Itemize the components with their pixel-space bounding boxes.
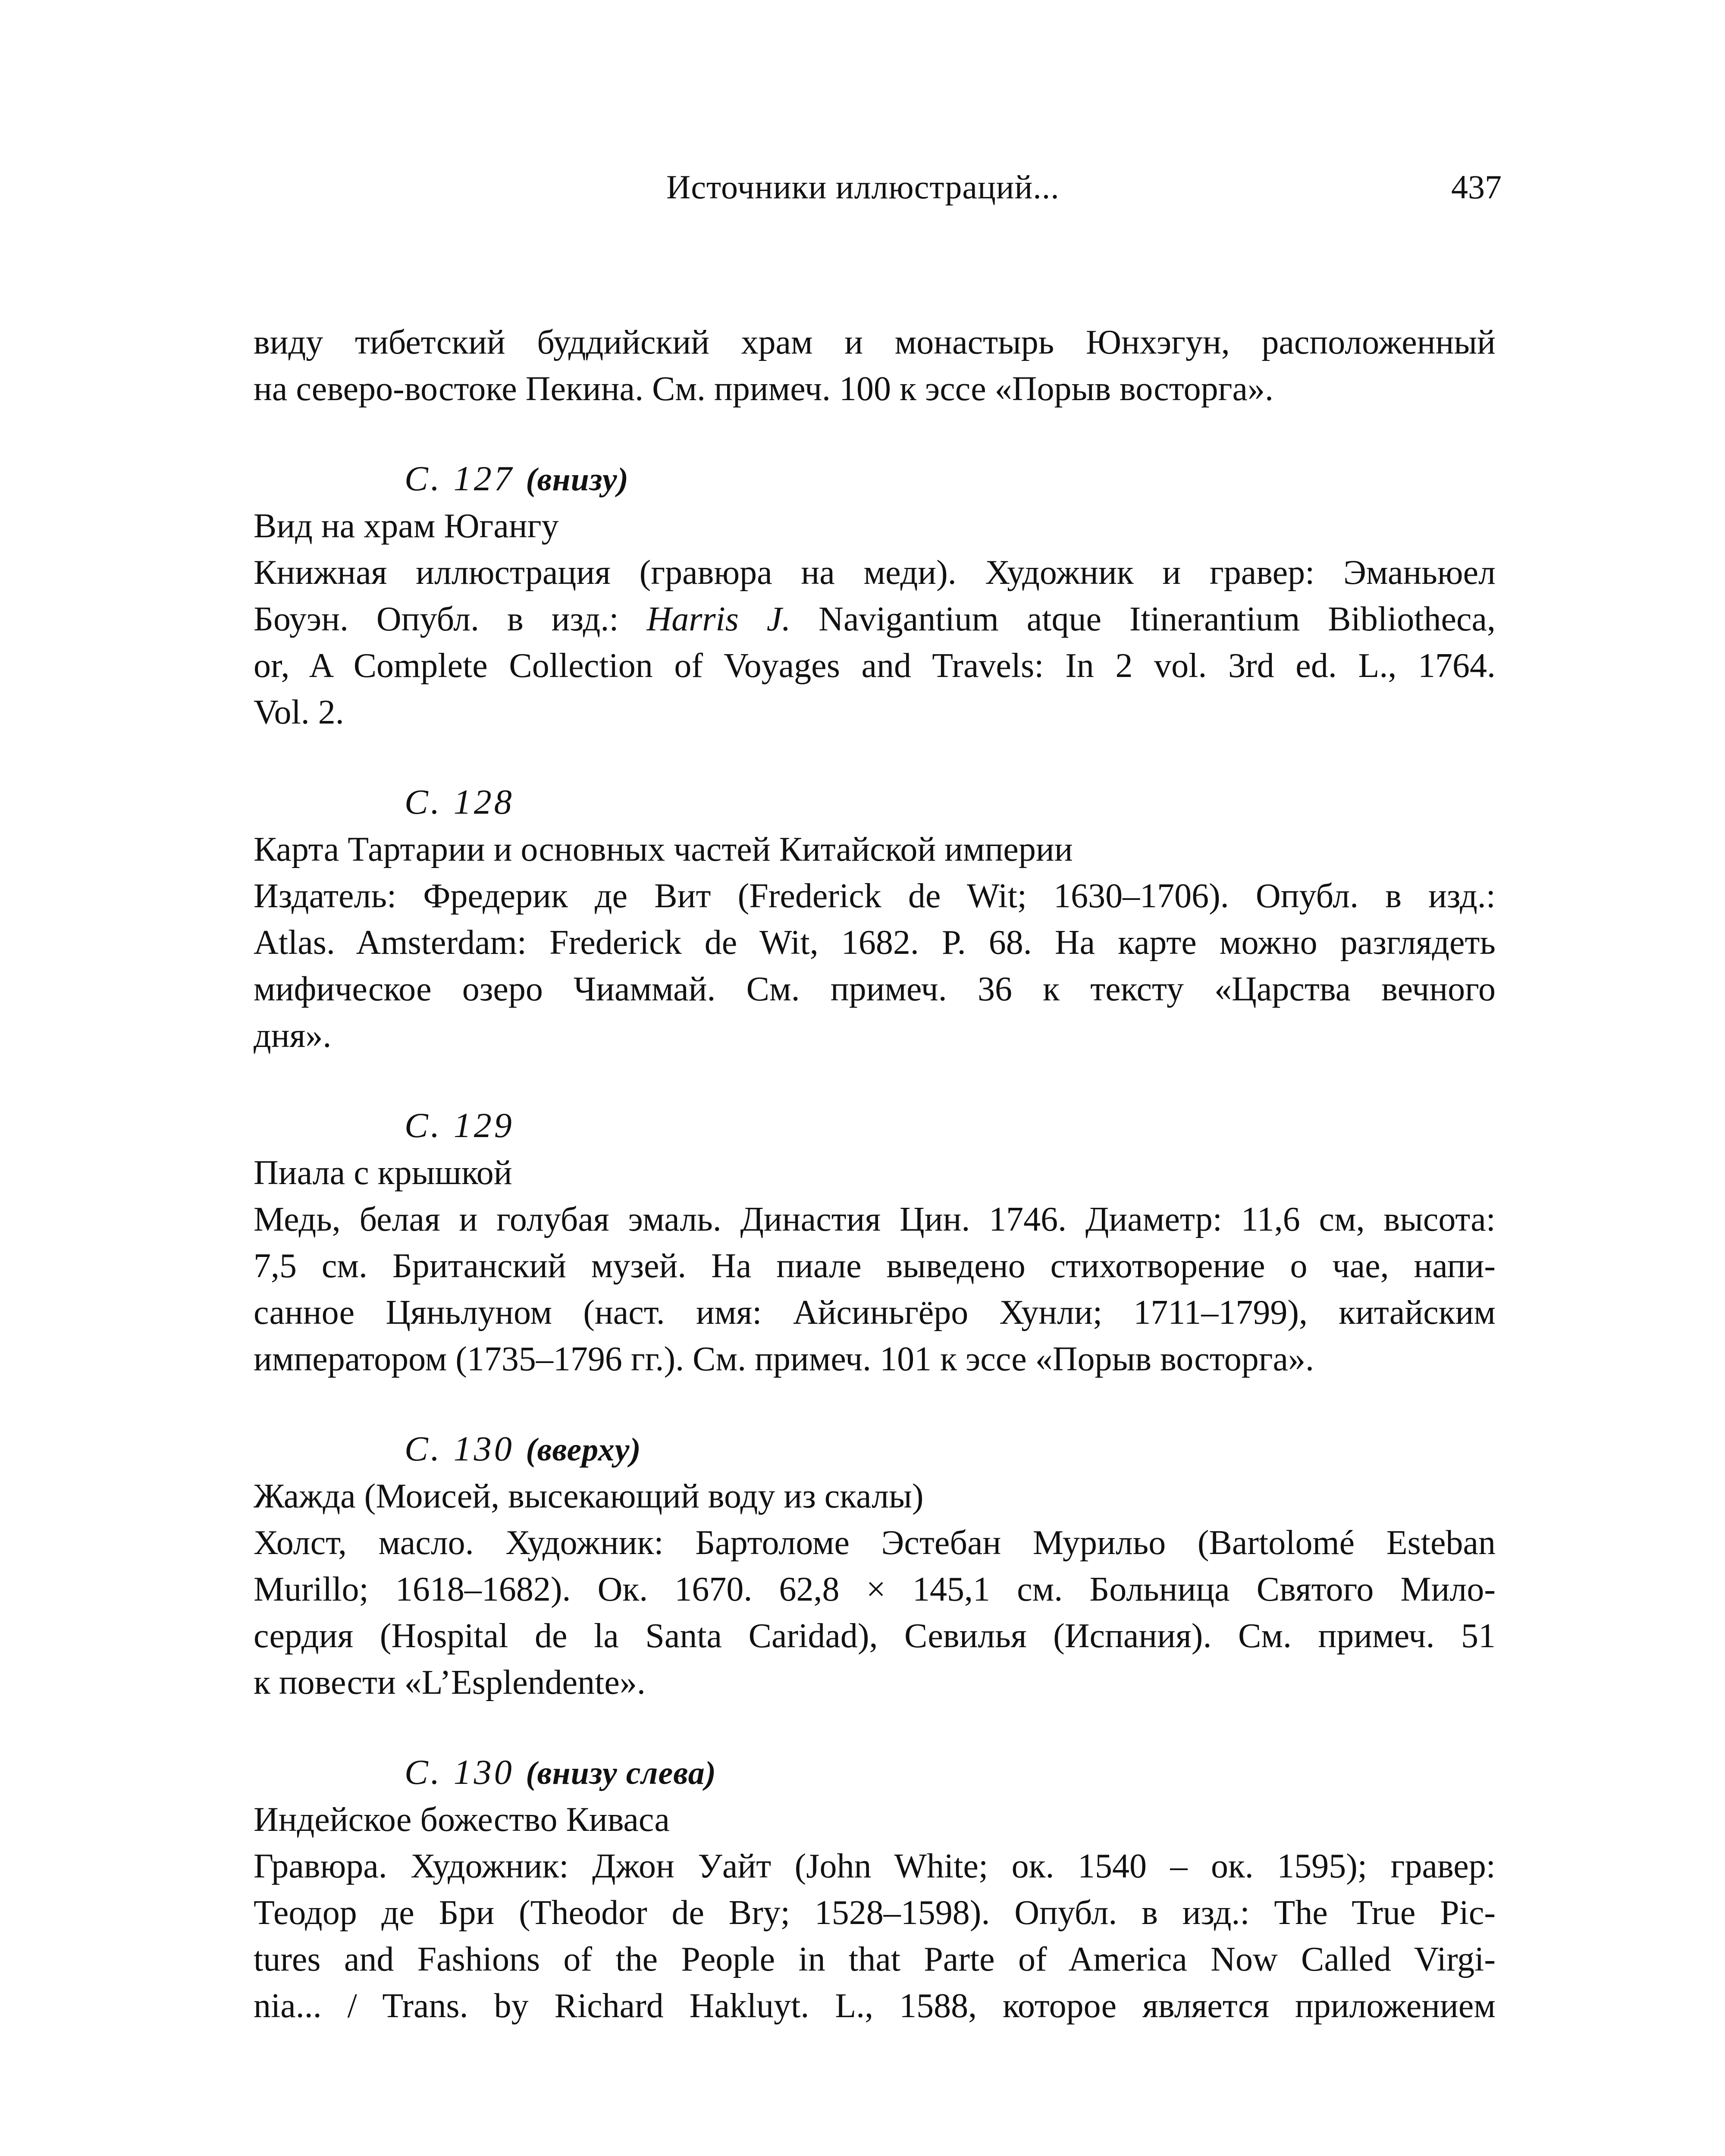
text-line: Книжная иллюстрация (гравюра на меди). Художник и гравер: Эманьюел — [254, 554, 1496, 592]
page-reference: С. 128 — [405, 782, 514, 821]
entry-title: Жажда (Моисей, высекающий воду из скалы) — [254, 1477, 924, 1515]
intro-paragraph — [254, 319, 1496, 412]
text-line: Боуэн. Опубл. в изд.: Harris J. Navigantium atque Itinerantium Bibliotheca, — [254, 600, 1496, 638]
illustration-entry — [254, 1749, 1496, 2029]
entry-title: Индейское божество Киваса — [254, 1801, 670, 1839]
illustration-entry — [254, 1102, 1496, 1382]
position-note: (внизу слева) — [526, 1755, 717, 1791]
text-line: Холст, масло. Художник: Бартоломе Эстебан Мурильо (Bartolomé Esteban — [254, 1524, 1496, 1562]
text-line: санное Цяньлуном (наст. имя: Айсиньгёро Хунли; 1711–1799), китайским — [254, 1294, 1496, 1332]
text-line: Медь, белая и голубая эмаль. Династия Цин. 1746. Диаметр: 11,6 см, высота: — [254, 1200, 1496, 1238]
entry-title: Карта Тартарии и основных частей Китайской империи — [254, 830, 1073, 868]
text-line: Vol. 2. — [254, 693, 344, 731]
text-line: Murillo; 1618–1682). Ок. 1670. 62,8 × 145,1 см. Больница Святого Мило- — [254, 1570, 1496, 1608]
position-note: (внизу) — [526, 461, 629, 498]
entry-title: Вид на храм Югангу — [254, 507, 559, 545]
page-reference: С. 130 (внизу слева) — [405, 1752, 717, 1792]
illustration-entry — [254, 1426, 1496, 1706]
text-line: виду тибетский буддийский храм и монастырь Юнхэгун, расположенный — [254, 323, 1496, 361]
page-reference: С. 130 (вверху) — [405, 1429, 641, 1468]
text-line: на северо-востоке Пекина. См. примеч. 100 к эссе «Порыв восторга». — [254, 370, 1273, 408]
text-line: Atlas. Amsterdam: Frederick de Wit, 1682. P. 68. На карте можно разглядеть — [254, 924, 1496, 962]
text-line: дня». — [254, 1017, 332, 1055]
position-note: (вверху) — [526, 1432, 641, 1468]
text-line: к повести «L’Esplendente». — [254, 1664, 646, 1702]
illustration-entry — [254, 455, 1496, 736]
text-line: Теодор де Бри (Theodor de Bry; 1528–1598). Опубл. в изд.: The True Pic- — [254, 1894, 1496, 1932]
page-reference: С. 127 (внизу) — [405, 459, 629, 498]
author-citation: Harris J. — [646, 600, 791, 638]
text-line: императором (1735–1796 гг.). См. примеч. 101 к эссе «Порыв восторга». — [254, 1340, 1314, 1378]
running-title: Источники иллюстраций... — [666, 168, 1060, 206]
text-line: Гравюра. Художник: Джон Уайт (John White; ок. 1540 – ок. 1595); гравер: — [254, 1847, 1496, 1885]
text-line: Издатель: Фредерик де Вит (Frederick de Wit; 1630–1706). Опубл. в изд.: — [254, 877, 1496, 915]
text-line: сердия (Hospital de la Santa Caridad), Севилья (Испания). См. примеч. 51 — [254, 1617, 1496, 1655]
text-line: 7,5 см. Британский музей. На пиале выведено стихотворение о чае, напи- — [254, 1247, 1496, 1285]
page-reference: С. 129 — [405, 1106, 514, 1145]
text-line: tures and Fashions of the People in that Parte of America Now Called Virgi- — [254, 1940, 1496, 1978]
text-line: or, A Complete Collection of Voyages and Travels: In 2 vol. 3rd ed. L., 1764. — [254, 647, 1496, 685]
page-number: 437 — [1451, 168, 1502, 206]
page-body — [254, 319, 1496, 2029]
entry-title: Пиала с крышкой — [254, 1154, 512, 1192]
text-line: nia... / Trans. by Richard Hakluyt. L., 1588, которое является приложением — [254, 1987, 1496, 2025]
illustration-entry — [254, 779, 1496, 1059]
text-line: мифическое озеро Чиаммай. См. примеч. 36 к тексту «Царства вечного — [254, 970, 1496, 1008]
